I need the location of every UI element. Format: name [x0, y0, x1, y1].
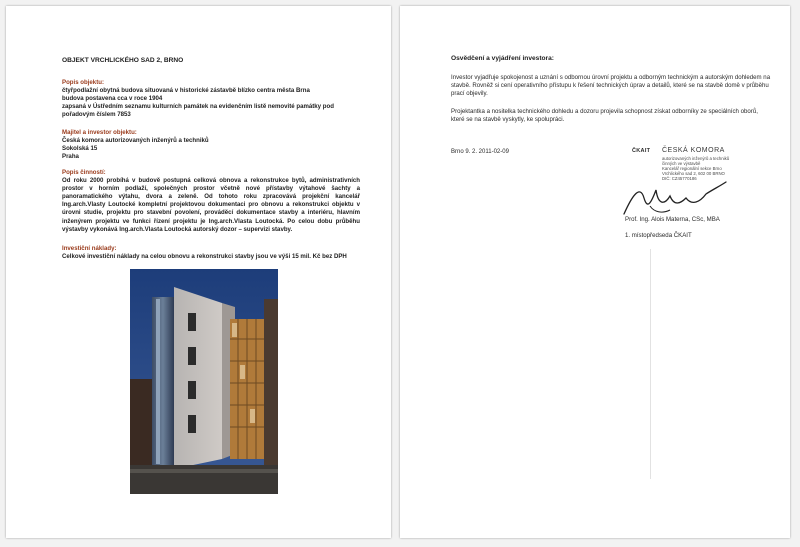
stamp-logo: ČKAIT	[632, 148, 651, 154]
section-popis-cinnosti	[62, 169, 360, 234]
signer-name: Prof. Ing. Alois Materna, CSc, MBA	[625, 216, 720, 223]
section-majitel	[62, 129, 209, 161]
stamp-name: ČESKÁ KOMORA	[662, 147, 725, 154]
stamp-line: Kancelář regionální sekce Brno	[662, 166, 722, 171]
majitel-line: Sokolská 15	[62, 145, 98, 153]
stamp-line: autorizovaných inženýrů a techniků	[662, 156, 730, 161]
section-investicni-naklady	[62, 245, 372, 261]
investor-statement-title: Osvědčení a vyjádření investora:	[451, 55, 554, 62]
popis-objektu-line: čtyřpodlažní obytná budova situovaná v historické zástavbě blízko centra města Brna	[62, 87, 310, 95]
majitel-label: Majitel a investor objektu:	[62, 129, 137, 136]
left-document-page	[6, 6, 391, 538]
signature-icon	[620, 176, 730, 221]
popis-objektu-line: budova postavena cca v roce 1904	[62, 95, 163, 103]
signer-role: 1. místopředseda ČKAIT	[625, 232, 692, 239]
majitel-line: Praha	[62, 153, 79, 161]
stamp-line: DIČ: CZ45770186	[662, 176, 697, 181]
popis-objektu-label: Popis objektu:	[62, 79, 104, 86]
building-photo	[130, 269, 278, 494]
document-title: OBJEKT VRCHLICKÉHO SAD 2, BRNO	[62, 57, 184, 64]
investor-paragraph-1: Investor vyjadřuje spokojenost a uznání s odbornou úrovní projektu a odborným technickým a autorským dohledem na stavbě. Rovněž si cení operativního přístupu k řešení technických úprav a detailů, které se na stavbě domě v průběhu prací objevily.	[451, 74, 771, 98]
section-popis-objektu	[62, 79, 362, 119]
popis-cinnosti-text: Od roku 2000 probíhá v budově postupná celková obnova a rekonstrukce bytů, administrativních prostor v horním podlaží, společných prostor včetně nové přístavby výtahové šachty a panoramatického výtahu, dvora a zeleně. Od tohoto roku zpracovává projekční kancelář Ing.arch.Vlasty Loutocké kompletní projektovou dokumentaci pro obnovu a rekonstrukci objektu v úrovni studie, projektu pro stavební povolení, prováděcí dokumentace stavby a interiéru, hlavním inženýrem projektu ve funkci řízení projektu je Ing.arch.Vlasta Loutocká. Po celou dobu průběhu výstavby vykonává Ing.arch.Vlasta Loutocká autorský dozor – supervizi stavby.	[62, 177, 360, 233]
investicni-naklady-label: Investiční náklady:	[62, 245, 117, 252]
investicni-naklady-text: Celkové investiční náklady na celou obnovu a rekonstrukci stavby jsou ve výši 15 mil. Kč bez DPH	[62, 253, 347, 261]
page-fold-line	[650, 249, 651, 479]
majitel-line: Česká komora autorizovaných inženýrů a techniků	[62, 137, 209, 145]
right-document-page	[400, 6, 790, 538]
stamp-line: činných ve výstavbě	[662, 161, 701, 166]
stamp-line: Vrchlického sad 2, 602 00 BRNO	[662, 171, 725, 176]
investor-paragraph-2: Projektantka a nositelka technického dohledu a dozoru projevila schopnost získat odborníky ze speciálních oborů, které se na stavbě vyskytly, ke spolupráci.	[451, 108, 758, 124]
popis-objektu-line: zapsaná v Ústředním seznamu kulturních památek na evidenčním listě nemovité památky pod pořadovým číslem 7853	[62, 103, 334, 119]
statement-date: Brno 9. 2. 2011-02-09	[451, 149, 509, 155]
popis-cinnosti-label: Popis činností:	[62, 169, 106, 176]
